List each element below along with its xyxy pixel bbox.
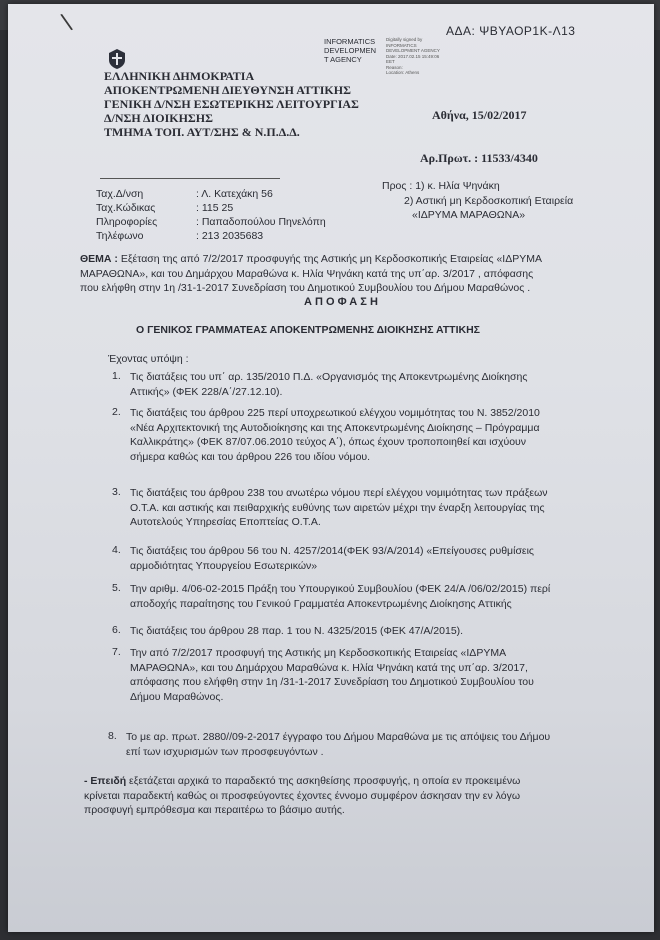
list-item — [130, 406, 630, 464]
item-line: Καλλικράτης» (ΦΕΚ 87/07.06.2010 τεύχος Α΄), όπως έχουν τροποποιηθεί και ισχύουν — [130, 436, 527, 448]
item-line: αποδοχής παραίτησης του Γενικού Γραμματέα Αποκεντρωμένης Διοίκησης Αττικής — [130, 597, 512, 610]
decision-title: Α Π Ο Φ Α Σ Η — [304, 296, 378, 308]
recipient-line: Προς : 1) κ. Ηλία Ψηνάκη — [382, 180, 500, 192]
document-page — [8, 4, 654, 932]
subject-text: Εξέταση της από 7/2/2017 προσφυγής της Αστικής μη Κερδοσκοπικής Εταιρείας «ΙΔΡΥΜΑ — [117, 253, 542, 265]
item-line: Το με αρ. πρωτ. 2880//09-2-2017 έγγραφο του Δήμου Μαραθώνα με τις απόψεις του Δήμου — [126, 731, 551, 743]
greek-emblem-icon — [106, 48, 128, 70]
list-item — [130, 582, 630, 611]
agency-line: INFORMATICS — [324, 37, 376, 46]
closing-line: προσφυγή εμπρόθεσμα και περαιτέρω το βάσιμο αυτής. — [84, 804, 345, 816]
item-number: 5. — [112, 582, 121, 594]
signature-detail-line: Date: 2017.02.15 15:49:06 — [386, 53, 440, 59]
subject-label: ΘΕΜΑ : — [80, 253, 118, 265]
closing-prefix: - Επειδή — [84, 775, 127, 787]
item-line: Αττικής» (ΦΕΚ 228/Α΄/27.12.10). — [130, 385, 283, 398]
contact-label: Πληροφορίες — [96, 216, 158, 228]
list-item — [130, 624, 630, 639]
item-line: Την αριθμ. 4/06-02-2015 Πράξη του Υπουργικού Συμβουλίου (ΦΕΚ 24/Α /06/02/2015) περί — [130, 583, 551, 595]
list-item — [130, 486, 630, 530]
signature-detail-line: INFORMATICS — [386, 42, 417, 48]
item-line: Ο.Τ.Α. και αστικής και πειθαρχικής ευθύνης των αιρετών μέχρι την έναρξη λειτουργίας της — [130, 501, 545, 514]
protocol-number: Αρ.Πρωτ. : 11533/4340 — [420, 151, 538, 165]
header-line-general-directorate: ΓΕΝΙΚΗ Δ/ΝΣΗ ΕΣΩΤΕΡΙΚΗΣ ΛΕΙΤΟΥΡΓΙΑΣ — [104, 97, 359, 111]
recipient-line: «ΙΔΡΥΜΑ ΜΑΡΑΘΩΝΑ» — [412, 209, 526, 221]
item-line: Αυτοτελούς Υπηρεσίας Εποπτείας Ο.Τ.Α. — [130, 516, 321, 528]
recipient-line: 2) Αστική μη Κερδοσκοπική Εταιρεία — [404, 195, 574, 207]
closing-paragraph — [84, 774, 644, 818]
item-number: 6. — [112, 624, 121, 636]
item-line: «Νέα Αρχιτεκτονική της Αυτοδιοίκησης και της Αποκεντρωμένης Διοίκησης – Πρόγραμμα — [130, 421, 540, 434]
closing-line: κρίνεται παραδεκτή καθώς οι προσφεύγοντες έχοντες έννομο συμφέρον άσκησαν την εν λόγω — [84, 789, 521, 802]
list-item — [130, 370, 630, 399]
signature-detail-line: Digitally signed by — [386, 37, 423, 42]
item-line: Τις διατάξεις του άρθρου 28 παρ. 1 του Ν. 4325/2015 (ΦΕΚ 47/Α/2015). — [130, 625, 464, 637]
item-line: αρμοδιότητας Υπουργείου Εσωτερικών» — [130, 559, 318, 572]
divider — [100, 178, 280, 179]
signature-detail-line: Reason: — [386, 64, 403, 70]
list-item — [130, 646, 630, 704]
contact-value: : Παπαδοπούλου Πηνελόπη — [196, 216, 326, 228]
item-line: Τις διατάξεις του άρθρου 56 του Ν. 4257/2014(ΦΕΚ 93/Α/2014) «Επείγουσες ρυθμίσεις — [130, 545, 534, 557]
signature-detail-line: EET — [386, 59, 395, 64]
item-line: Τις διατάξεις του υπ΄ αρ. 135/2010 Π.Δ. «Οργανισμός της Αποκεντρωμένης Διοίκησης — [130, 371, 528, 383]
item-number: 8. — [108, 730, 117, 742]
item-number: 1. — [112, 370, 121, 382]
item-line: επί των ισχυρισμών των προσφευγόντων . — [126, 745, 324, 758]
signature-agency — [324, 37, 384, 64]
contact-value: : 115 25 — [196, 202, 234, 214]
item-line: ΜΑΡΑΘΩΝΑ», και του Δημάρχου Μαραθώνα κ. Ηλία Ψηνάκη κατά της υπ΄αρ. 3/2017, — [130, 661, 528, 674]
signature-detail-line: DEVELOPMENT AGENCY — [386, 48, 440, 53]
agency-line: T AGENCY — [324, 55, 362, 64]
contact-label: Τηλέφωνο — [96, 230, 144, 242]
subject-text: που ελήφθη στην 1η /31-1-2017 Συνεδρίαση του Δημοτικού Συμβουλίου του Δήμου Μαραθώνος . — [80, 282, 531, 294]
item-number: 3. — [112, 486, 121, 498]
header-line-administration: ΑΠΟΚΕΝΤΡΩΜΕΝΗ ΔΙΕΥΘΥΝΣΗ ΑΤΤΙΚΗΣ — [104, 83, 351, 97]
contact-label: Ταχ.Κώδικας — [96, 202, 156, 214]
subject-text: ΜΑΡΑΘΩΝΑ», και του Δημάρχου Μαραθώνα κ. Ηλία Ψηνάκη κατά της υπ΄αρ. 3/2017 , απόφασης — [80, 267, 534, 280]
item-line: σήμερα καθώς και του άρθρου 226 του ιδίου νόμου. — [130, 450, 371, 463]
header-line-directorate: Δ/ΝΣΗ ΔΙΟΙΚΗΣΗΣ — [104, 111, 213, 125]
item-line: Δήμου Μαραθώνος. — [130, 690, 224, 703]
item-line: απόφασης που ελήφθη στην 1η /31-1-2017 Συνεδρίαση του Δημοτικού Συμβουλίου του — [130, 676, 534, 688]
header-line-department: ΤΜΗΜΑ ΤΟΠ. ΑΥΤ/ΣΗΣ & Ν.Π.Δ.Δ. — [104, 125, 300, 139]
item-line: Τις διατάξεις του άρθρου 238 του ανωτέρω νόμου περί ελέγχου νομιμότητας των πράξεων — [130, 487, 548, 499]
list-item — [130, 544, 630, 573]
contact-value: : 213 2035683 — [196, 230, 264, 242]
considering-label: Έχοντας υπόψη : — [108, 353, 189, 365]
item-number: 2. — [112, 406, 121, 418]
subject-block — [80, 252, 640, 296]
closing-line: εξετάζεται αρχικά το παραδεκτό της ασκηθείσης προσφυγής, η οποία εν προκειμένω — [126, 775, 521, 787]
contact-value: : Λ. Κατεχάκη 56 — [196, 188, 273, 200]
issuer-title: Ο ΓΕΝΙΚΟΣ ΓΡΑΜΜΑΤΕΑΣ ΑΠΟΚΕΝΤΡΩΜΕΝΗΣ ΔΙΟΙΚΗΣΗΣ ΑΤΤΙΚΗΣ — [136, 324, 480, 336]
item-number: 4. — [112, 544, 121, 556]
place-date: Αθήνα, 15/02/2017 — [432, 108, 527, 122]
contact-label: Ταχ.Δ/νση — [96, 188, 144, 200]
signature-details — [386, 37, 446, 76]
list-item — [126, 730, 636, 759]
signature-detail-line: Location: Athens — [386, 70, 420, 75]
item-line: Την από 7/2/2017 προσφυγή της Αστικής μη Κερδοσκοπικής Εταιρείας «ΙΔΡΥΜΑ — [130, 647, 507, 659]
item-line: Τις διατάξεις του άρθρου 225 περί υποχρεωτικού ελέγχου νομιμότητας του Ν. 3852/2010 — [130, 407, 540, 419]
ada-code: ΑΔΑ: ΨΒΥΑΟΡ1Κ-Λ13 — [446, 24, 576, 38]
header-line-republic: ΕΛΛΗΝΙΚΗ ΔΗΜΟΚΡΑΤΙΑ — [104, 69, 255, 83]
agency-line: DEVELOPMEN — [324, 46, 377, 55]
item-number: 7. — [112, 646, 121, 658]
corner-pen-mark: \ — [59, 9, 75, 36]
